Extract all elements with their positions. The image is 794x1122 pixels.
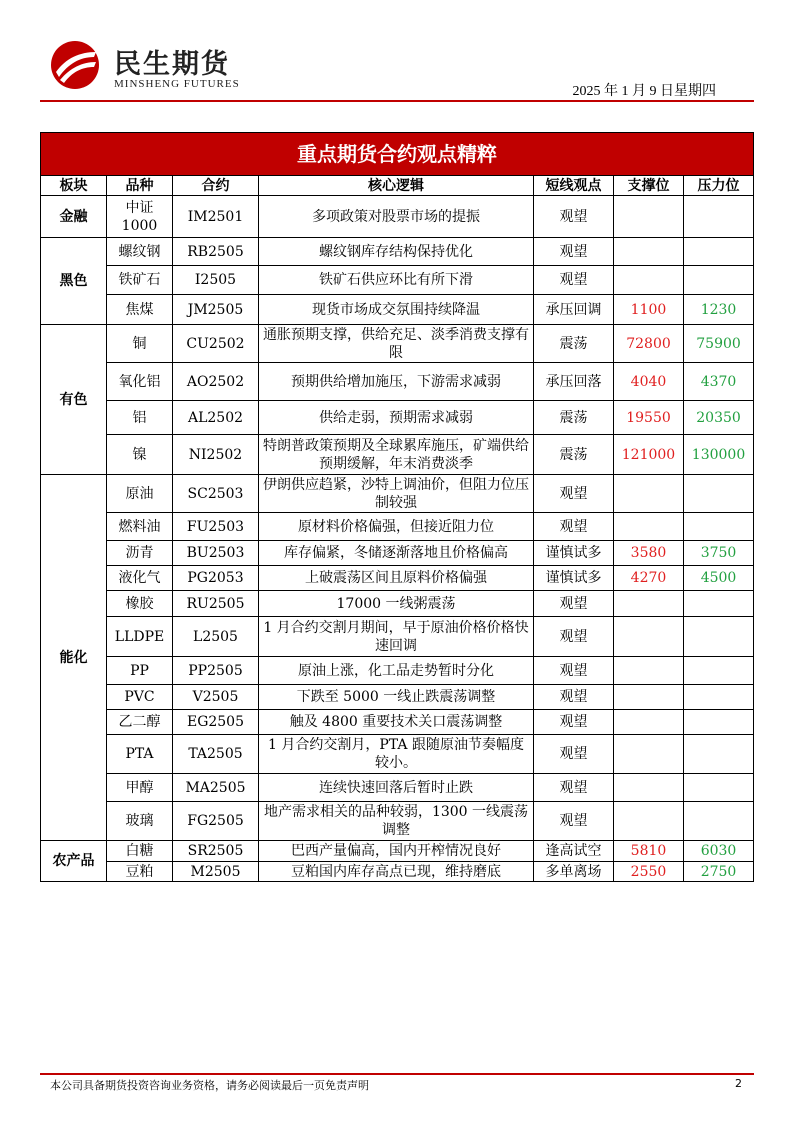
contract-cell: M2505 <box>173 862 259 882</box>
resistance-cell <box>684 196 754 238</box>
col-logic: 核心逻辑 <box>259 176 534 196</box>
page-number: 2 <box>735 1077 742 1090</box>
contract-cell: MA2505 <box>173 774 259 802</box>
table-row <box>41 325 754 363</box>
resistance-cell: 4370 <box>684 363 754 401</box>
resistance-cell <box>684 657 754 685</box>
logic-cell: 库存偏紧，冬储逐渐落地且价格偏高 <box>259 541 534 566</box>
logic-cell: 原材料价格偏强，但接近阻力位 <box>259 513 534 541</box>
minsheng-logo-icon <box>50 40 100 90</box>
support-cell <box>614 685 684 710</box>
variety-cell: LLDPE <box>107 617 173 657</box>
resistance-cell <box>684 617 754 657</box>
col-variety: 品种 <box>107 176 173 196</box>
support-cell <box>614 266 684 295</box>
view-cell: 震荡 <box>534 435 614 475</box>
brand-name-cn: 民生期货 <box>114 49 230 80</box>
view-cell: 观望 <box>534 735 614 774</box>
contract-cell: RB2505 <box>173 238 259 266</box>
resistance-cell <box>684 685 754 710</box>
variety-cell: 氧化铝 <box>107 363 173 401</box>
support-cell: 121000 <box>614 435 684 475</box>
table-row <box>41 841 754 862</box>
support-cell: 4040 <box>614 363 684 401</box>
logic-cell: 17000 一线粥震荡 <box>259 591 534 617</box>
brand-name-en: MINSHENG FUTURES <box>114 78 240 90</box>
contract-cell: EG2505 <box>173 710 259 735</box>
variety-cell: 燃料油 <box>107 513 173 541</box>
logic-cell: 触及 4800 重要技术关口震荡调整 <box>259 710 534 735</box>
table-row <box>41 541 754 566</box>
table-row <box>41 685 754 710</box>
view-cell: 逢高试空 <box>534 841 614 862</box>
contract-cell: FU2503 <box>173 513 259 541</box>
table-row <box>41 657 754 685</box>
view-cell: 震荡 <box>534 325 614 363</box>
variety-cell: 中证1000 <box>107 196 173 238</box>
variety-cell: PP <box>107 657 173 685</box>
view-cell: 震荡 <box>534 401 614 435</box>
logic-cell: 豆粕国内库存高点已现，维持磨底 <box>259 862 534 882</box>
support-cell <box>614 802 684 841</box>
logic-cell: 伊朗供应趋紧，沙特上调油价，但阻力位压制较强 <box>259 475 534 513</box>
table-row <box>41 513 754 541</box>
resistance-cell <box>684 238 754 266</box>
table-title: 重点期货合约观点精粹 <box>41 133 754 176</box>
table-row <box>41 196 754 238</box>
variety-cell: 甲醇 <box>107 774 173 802</box>
sector-cell: 农产品 <box>41 841 107 882</box>
table-row <box>41 617 754 657</box>
resistance-cell: 4500 <box>684 566 754 591</box>
support-cell: 19550 <box>614 401 684 435</box>
variety-cell: 铁矿石 <box>107 266 173 295</box>
support-cell: 4270 <box>614 566 684 591</box>
support-cell <box>614 513 684 541</box>
contract-cell: PP2505 <box>173 657 259 685</box>
contract-cell: CU2502 <box>173 325 259 363</box>
contract-cell: BU2503 <box>173 541 259 566</box>
resistance-cell <box>684 735 754 774</box>
col-support: 支撑位 <box>614 176 684 196</box>
report-date: 2025 年 1 月 9 日星期四 <box>572 84 716 99</box>
view-cell: 观望 <box>534 657 614 685</box>
contract-cell: FG2505 <box>173 802 259 841</box>
contract-cell: V2505 <box>173 685 259 710</box>
table-row <box>41 862 754 882</box>
support-cell <box>614 238 684 266</box>
contract-cell: SR2505 <box>173 841 259 862</box>
futures-view-table <box>40 132 754 882</box>
variety-cell: 螺纹钢 <box>107 238 173 266</box>
contract-cell: SC2503 <box>173 475 259 513</box>
logic-cell: 特朗普政策预期及全球累库施压，矿端供给预期缓解，年末消费淡季 <box>259 435 534 475</box>
logic-cell: 铁矿石供应环比有所下滑 <box>259 266 534 295</box>
view-cell: 承压回落 <box>534 363 614 401</box>
table-row <box>41 591 754 617</box>
support-cell <box>614 710 684 735</box>
resistance-cell <box>684 513 754 541</box>
table-row <box>41 566 754 591</box>
col-view: 短线观点 <box>534 176 614 196</box>
contract-cell: I2505 <box>173 266 259 295</box>
col-contract: 合约 <box>173 176 259 196</box>
variety-cell: 沥青 <box>107 541 173 566</box>
contract-cell: IM2501 <box>173 196 259 238</box>
logic-cell: 螺纹钢库存结构保持优化 <box>259 238 534 266</box>
resistance-cell: 3750 <box>684 541 754 566</box>
view-cell: 观望 <box>534 238 614 266</box>
table-row <box>41 435 754 475</box>
contract-cell: TA2505 <box>173 735 259 774</box>
footer-disclaimer: 本公司具备期货投资咨询业务资格，请务必阅读最后一页免责声明 <box>50 1079 369 1092</box>
logic-cell: 供给走弱，预期需求减弱 <box>259 401 534 435</box>
logic-cell: 原油上涨，化工品走势暂时分化 <box>259 657 534 685</box>
table-row <box>41 774 754 802</box>
resistance-cell: 2750 <box>684 862 754 882</box>
view-cell: 观望 <box>534 802 614 841</box>
logic-cell: 连续快速回落后暂时止跌 <box>259 774 534 802</box>
variety-cell: 乙二醇 <box>107 710 173 735</box>
contract-cell: JM2505 <box>173 295 259 325</box>
resistance-cell <box>684 774 754 802</box>
logic-cell: 1 月合约交割月期间，早于原油价格价格快速回调 <box>259 617 534 657</box>
view-cell: 观望 <box>534 513 614 541</box>
variety-cell: 橡胶 <box>107 591 173 617</box>
resistance-cell: 20350 <box>684 401 754 435</box>
view-cell: 观望 <box>534 685 614 710</box>
sector-cell: 能化 <box>41 475 107 841</box>
support-cell <box>614 591 684 617</box>
col-sector: 板块 <box>41 176 107 196</box>
variety-cell: 玻璃 <box>107 802 173 841</box>
view-cell: 观望 <box>534 591 614 617</box>
resistance-cell: 1230 <box>684 295 754 325</box>
col-resistance: 压力位 <box>684 176 754 196</box>
table-row <box>41 363 754 401</box>
support-cell: 72800 <box>614 325 684 363</box>
resistance-cell <box>684 802 754 841</box>
support-cell <box>614 617 684 657</box>
resistance-cell <box>684 591 754 617</box>
logic-cell: 现货市场成交氛围持续降温 <box>259 295 534 325</box>
variety-cell: 豆粕 <box>107 862 173 882</box>
contract-cell: RU2505 <box>173 591 259 617</box>
view-cell: 观望 <box>534 710 614 735</box>
view-cell: 观望 <box>534 266 614 295</box>
table-row <box>41 475 754 513</box>
view-cell: 观望 <box>534 774 614 802</box>
table-row <box>41 295 754 325</box>
view-cell: 谨慎试多 <box>534 566 614 591</box>
support-cell: 3580 <box>614 541 684 566</box>
contract-cell: NI2502 <box>173 435 259 475</box>
sector-cell: 金融 <box>41 196 107 238</box>
support-cell <box>614 196 684 238</box>
logic-cell: 巴西产量偏高，国内开榨情况良好 <box>259 841 534 862</box>
table-row <box>41 802 754 841</box>
variety-cell: 焦煤 <box>107 295 173 325</box>
view-cell: 多单离场 <box>534 862 614 882</box>
table-header-row <box>41 176 754 196</box>
support-cell: 5810 <box>614 841 684 862</box>
variety-cell: 铜 <box>107 325 173 363</box>
variety-cell: PTA <box>107 735 173 774</box>
variety-cell: 白糖 <box>107 841 173 862</box>
header-divider <box>40 100 754 102</box>
logic-cell: 1 月合约交割月，PTA 跟随原油节奏幅度较小。 <box>259 735 534 774</box>
support-cell <box>614 774 684 802</box>
sector-cell: 黑色 <box>41 238 107 325</box>
view-cell: 观望 <box>534 475 614 513</box>
variety-cell: 液化气 <box>107 566 173 591</box>
view-cell: 承压回调 <box>534 295 614 325</box>
variety-cell: 铝 <box>107 401 173 435</box>
resistance-cell: 75900 <box>684 325 754 363</box>
sector-cell: 有色 <box>41 325 107 475</box>
view-cell: 观望 <box>534 617 614 657</box>
logic-cell: 地产需求相关的品种较弱，1300 一线震荡调整 <box>259 802 534 841</box>
table-row <box>41 401 754 435</box>
variety-cell: 镍 <box>107 435 173 475</box>
resistance-cell <box>684 475 754 513</box>
contract-cell: AO2502 <box>173 363 259 401</box>
resistance-cell: 130000 <box>684 435 754 475</box>
support-cell <box>614 735 684 774</box>
footer-divider <box>40 1073 754 1075</box>
support-cell <box>614 475 684 513</box>
logic-cell: 预期供给增加施压，下游需求减弱 <box>259 363 534 401</box>
resistance-cell: 6030 <box>684 841 754 862</box>
table-row <box>41 735 754 774</box>
view-cell: 观望 <box>534 196 614 238</box>
resistance-cell <box>684 710 754 735</box>
view-cell: 谨慎试多 <box>534 541 614 566</box>
contract-cell: L2505 <box>173 617 259 657</box>
logic-cell: 多项政策对股票市场的提振 <box>259 196 534 238</box>
support-cell: 2550 <box>614 862 684 882</box>
logic-cell: 上破震荡区间且原料价格偏强 <box>259 566 534 591</box>
contract-cell: AL2502 <box>173 401 259 435</box>
variety-cell: 原油 <box>107 475 173 513</box>
variety-cell: PVC <box>107 685 173 710</box>
resistance-cell <box>684 266 754 295</box>
table-row <box>41 710 754 735</box>
logic-cell: 通胀预期支撑，供给充足、淡季消费支撑有限 <box>259 325 534 363</box>
logic-cell: 下跌至 5000 一线止跌震荡调整 <box>259 685 534 710</box>
support-cell: 1100 <box>614 295 684 325</box>
support-cell <box>614 657 684 685</box>
table-row <box>41 238 754 266</box>
contract-cell: PG2053 <box>173 566 259 591</box>
table-row <box>41 266 754 295</box>
